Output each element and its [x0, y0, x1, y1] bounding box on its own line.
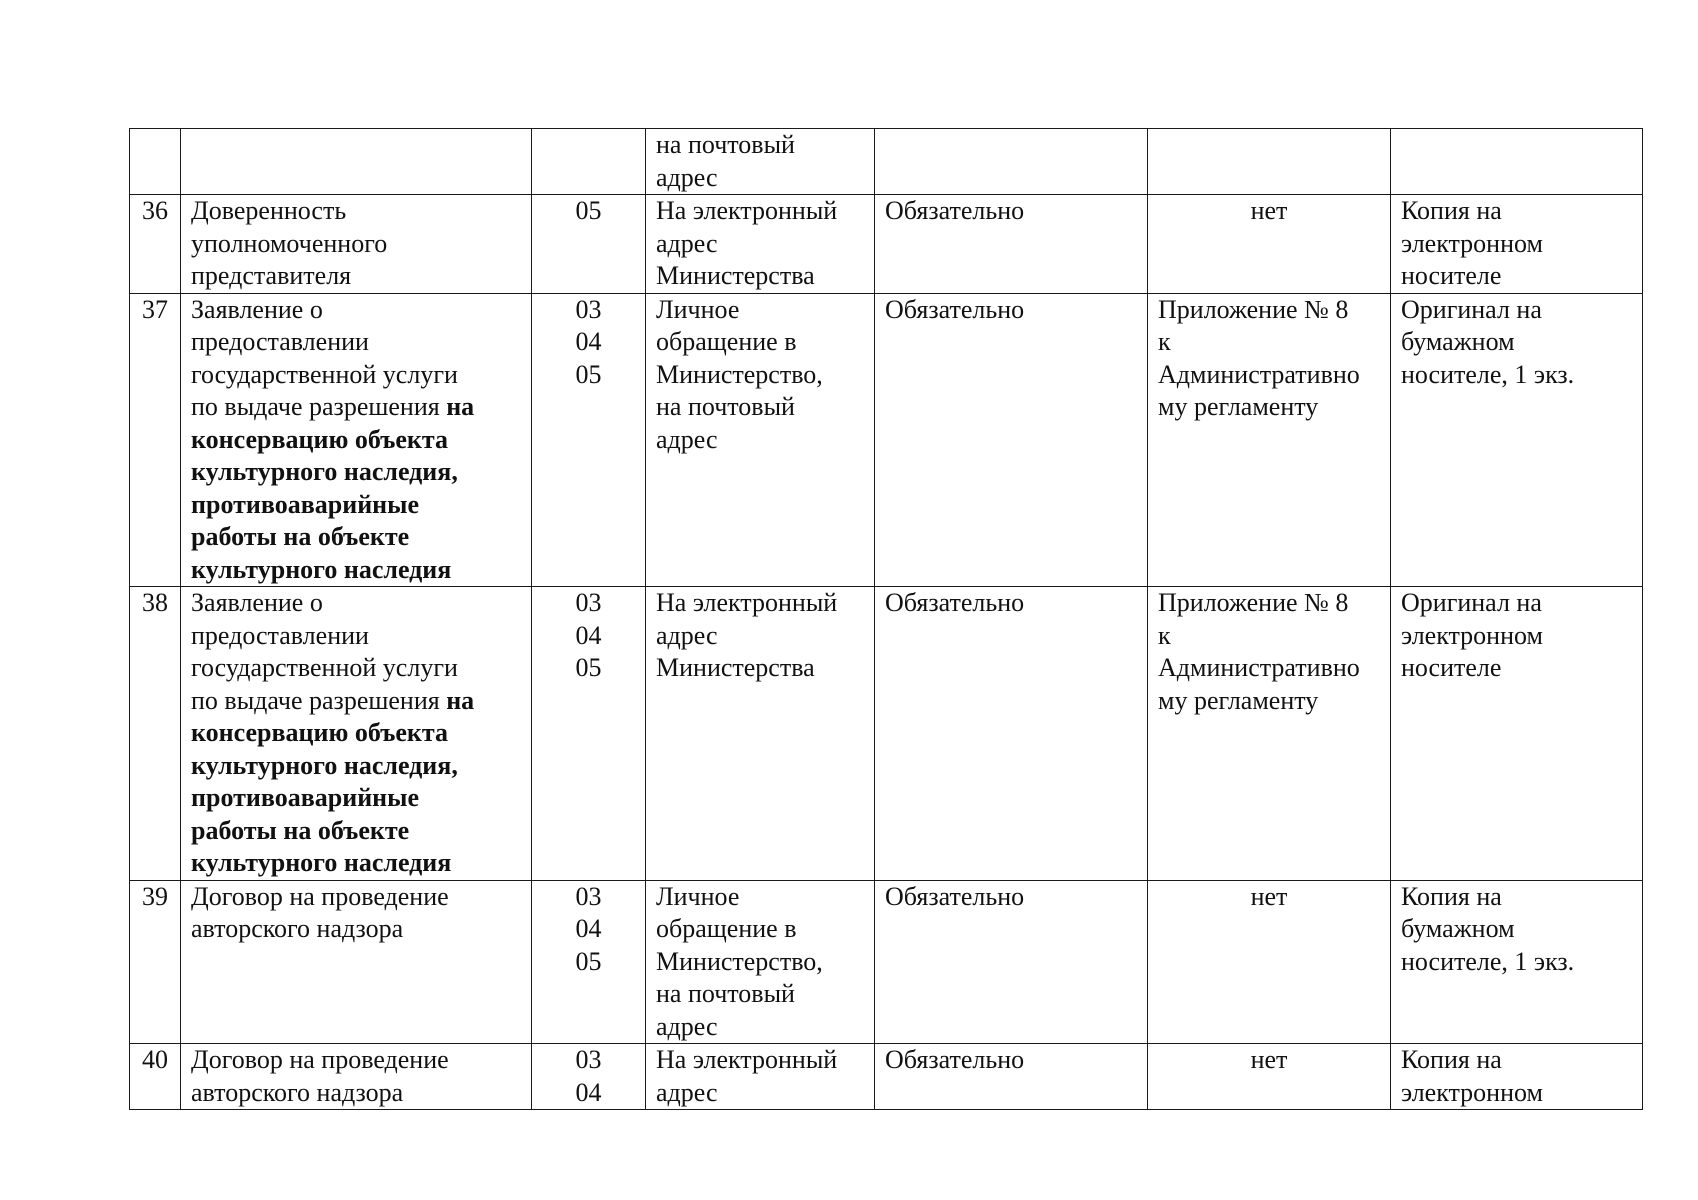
table-body: [130, 129, 1643, 1110]
requirement: Обязательно: [875, 1044, 1148, 1110]
submission-method: [646, 293, 875, 587]
form-appendix: [1148, 129, 1391, 195]
document-form: [1391, 195, 1643, 294]
document-form-line: электронном: [1401, 1077, 1543, 1107]
form-appendix-line: му регламенту: [1158, 685, 1319, 715]
submission-method: [646, 587, 875, 881]
submission-method-line: на почтовый: [656, 130, 795, 159]
document-form-line: носителе, 1 экз.: [1401, 946, 1575, 976]
applicant-code: 04: [575, 1077, 602, 1107]
submission-method-line: Министерства: [656, 653, 815, 682]
document-name-line: представителя: [191, 261, 352, 290]
table-row: [130, 293, 1643, 587]
applicant-codes: [532, 195, 646, 294]
row-number: 37: [130, 293, 181, 587]
document-name-text: Заявление о предоставлении государственной услуги по выдаче разрешения: [191, 588, 458, 715]
applicant-code: 05: [575, 653, 602, 682]
document-form-line: бумажном: [1401, 914, 1515, 943]
document-name-line: авторского надзора: [191, 1077, 404, 1107]
submission-method-line: Министерство,: [656, 359, 823, 389]
form-appendix: [1148, 1044, 1391, 1110]
table-row: [130, 195, 1643, 294]
submission-method-line: На электронный: [656, 1045, 838, 1074]
applicant-code: 03: [575, 588, 602, 617]
submission-method-line: Личное: [656, 294, 740, 324]
form-appendix-line: Административно: [1158, 653, 1360, 682]
document-form-line: электронном: [1401, 228, 1543, 258]
table-row: [130, 587, 1643, 881]
document-form: [1391, 1044, 1643, 1110]
document-name-line: авторского надзора: [191, 914, 404, 943]
applicant-code: 03: [575, 1045, 602, 1074]
requirement: Обязательно: [875, 587, 1148, 881]
row-number: 40: [130, 1044, 181, 1110]
document-name-line: Договор на проведение: [191, 1045, 449, 1074]
applicant-code: 04: [575, 620, 602, 650]
document-form-line: носителе: [1401, 261, 1502, 290]
form-appendix-line: Административно: [1158, 359, 1360, 389]
document-name-line: Договор на проведение: [191, 881, 449, 911]
form-appendix-line: Приложение № 8: [1158, 588, 1349, 617]
document-name: [181, 129, 532, 195]
submission-method-line: адрес: [656, 424, 718, 454]
form-appendix-line: к: [1158, 620, 1171, 650]
row-number: 39: [130, 880, 181, 1044]
submission-method-line: адрес: [656, 1011, 718, 1041]
document-name-bold-text: на консервацию объекта культурного наследия, противоаварийные работы на объекте культурного наследия: [191, 685, 475, 877]
submission-method-line: На электронный: [656, 196, 838, 225]
document-form: [1391, 880, 1643, 1044]
document-name-bold-text: на консервацию объекта культурного наследия, противоаварийные работы на объекте культурного наследия: [191, 392, 475, 584]
document-name: [181, 195, 532, 294]
submission-method-line: адрес: [656, 228, 718, 258]
form-appendix: [1148, 293, 1391, 587]
document-form-line: бумажном: [1401, 327, 1515, 356]
document-name: [181, 293, 532, 587]
form-appendix-line: нет: [1250, 196, 1288, 225]
document-name: [181, 880, 532, 1044]
applicant-code: 04: [575, 914, 602, 943]
documents-table: [129, 128, 1643, 1110]
applicant-code: 05: [575, 196, 602, 225]
document-form: [1391, 129, 1643, 195]
document-form-line: носителе: [1401, 653, 1502, 682]
requirement: Обязательно: [875, 880, 1148, 1044]
form-appendix: [1148, 880, 1391, 1044]
document-form-line: Оригинал на: [1401, 294, 1542, 324]
document-name-text: Заявление о предоставлении государственной услуги по выдаче разрешения: [191, 294, 458, 421]
submission-method-line: адрес: [656, 1077, 718, 1107]
requirement: Обязательно: [875, 195, 1148, 294]
document-form-line: Оригинал на: [1401, 588, 1542, 617]
form-appendix-line: к: [1158, 327, 1171, 356]
form-appendix-line: му регламенту: [1158, 392, 1319, 421]
form-appendix-line: Приложение № 8: [1158, 294, 1349, 324]
document-form: [1391, 293, 1643, 587]
submission-method-line: Личное: [656, 881, 740, 911]
applicant-code: 05: [575, 946, 602, 976]
submission-method-line: обращение в: [656, 914, 797, 943]
submission-method: [646, 129, 875, 195]
applicant-codes: [532, 293, 646, 587]
document-form-line: носителе, 1 экз.: [1401, 359, 1575, 389]
submission-method: [646, 1044, 875, 1110]
submission-method-line: на почтовый: [656, 392, 795, 421]
applicant-code: 04: [575, 327, 602, 356]
row-number: [130, 129, 181, 195]
applicant-codes: [532, 880, 646, 1044]
submission-method-line: Министерство,: [656, 946, 823, 976]
submission-method-line: Министерства: [656, 261, 815, 290]
row-number: 38: [130, 587, 181, 881]
submission-method: [646, 195, 875, 294]
applicant-code: 03: [575, 881, 602, 911]
submission-method: [646, 880, 875, 1044]
document-form-line: электронном: [1401, 620, 1543, 650]
table-row: [130, 1044, 1643, 1110]
applicant-code: 05: [575, 359, 602, 389]
table-row: [130, 129, 1643, 195]
applicant-codes: [532, 1044, 646, 1110]
document-name: [181, 587, 532, 881]
applicant-code: 03: [575, 294, 602, 324]
document-name-line: Доверенность: [191, 196, 347, 225]
applicant-codes: [532, 587, 646, 881]
document-form-line: Копия на: [1401, 881, 1502, 911]
submission-method-line: адрес: [656, 620, 718, 650]
submission-method-line: обращение в: [656, 327, 797, 356]
document-form: [1391, 587, 1643, 881]
requirement: [875, 129, 1148, 195]
form-appendix: [1148, 195, 1391, 294]
document-name-line: уполномоченного: [191, 228, 388, 258]
document-name: [181, 1044, 532, 1110]
row-number: 36: [130, 195, 181, 294]
document-form-line: Копия на: [1401, 196, 1502, 225]
form-appendix-line: нет: [1250, 1045, 1288, 1074]
form-appendix: [1148, 587, 1391, 881]
submission-method-line: адрес: [656, 162, 718, 192]
requirement: Обязательно: [875, 293, 1148, 587]
form-appendix-line: нет: [1250, 881, 1288, 911]
submission-method-line: На электронный: [656, 588, 838, 617]
document-form-line: Копия на: [1401, 1045, 1502, 1074]
submission-method-line: на почтовый: [656, 979, 795, 1008]
table-row: [130, 880, 1643, 1044]
applicant-codes: [532, 129, 646, 195]
